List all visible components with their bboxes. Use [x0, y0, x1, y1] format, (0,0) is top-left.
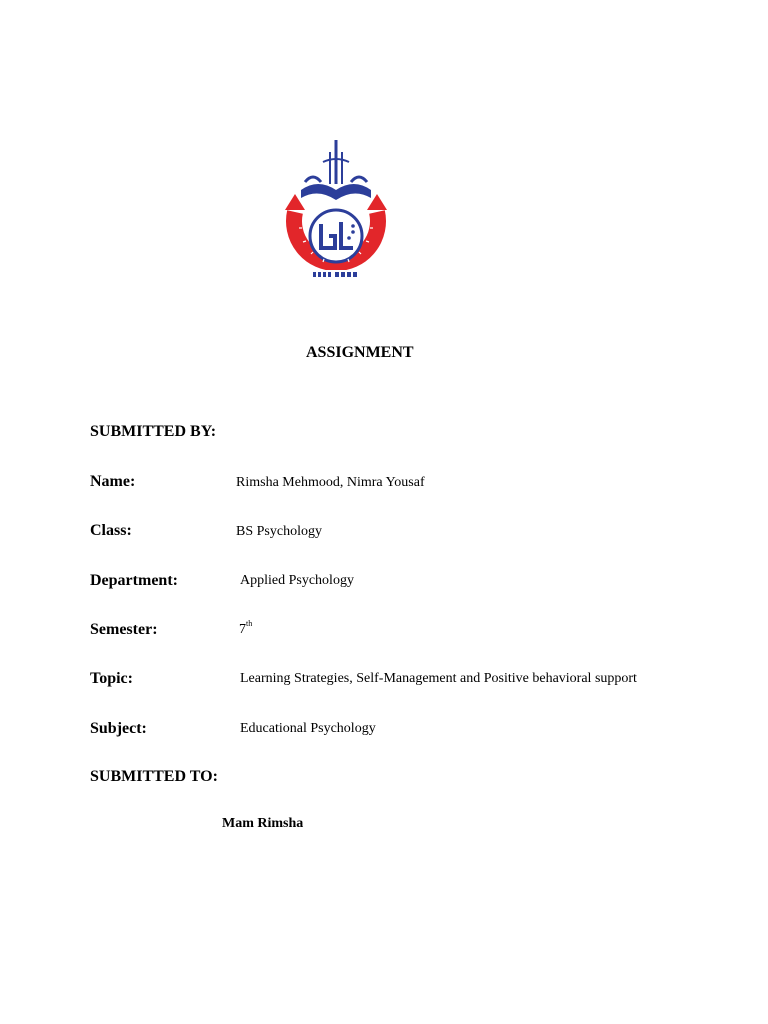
college-logo: [283, 138, 389, 284]
semester-number: 7: [239, 622, 246, 637]
topic-value: Learning Strategies, Self-Management and Positive behavioral support: [240, 671, 637, 686]
name-value: Rimsha Mehmood, Nimra Yousaf: [236, 475, 425, 490]
semester-value: [239, 619, 253, 638]
topic-label: Topic:: [90, 670, 133, 687]
class-value: BS Psychology: [236, 524, 322, 539]
submitted-to-heading: SUBMITTED TO:: [90, 768, 218, 785]
submitted-by-heading: SUBMITTED BY:: [90, 423, 217, 440]
name-label: Name:: [90, 473, 136, 490]
subject-label: Subject:: [90, 720, 147, 737]
semester-label: Semester:: [90, 621, 158, 638]
teacher-name: Mam Rimsha: [222, 816, 304, 831]
department-value: Applied Psychology: [240, 573, 354, 588]
semester-ordinal-suffix: th: [246, 619, 253, 628]
subject-value: Educational Psychology: [240, 721, 376, 736]
class-label: Class:: [90, 522, 132, 539]
assignment-title: ASSIGNMENT: [306, 344, 414, 361]
department-label: Department:: [90, 572, 178, 589]
